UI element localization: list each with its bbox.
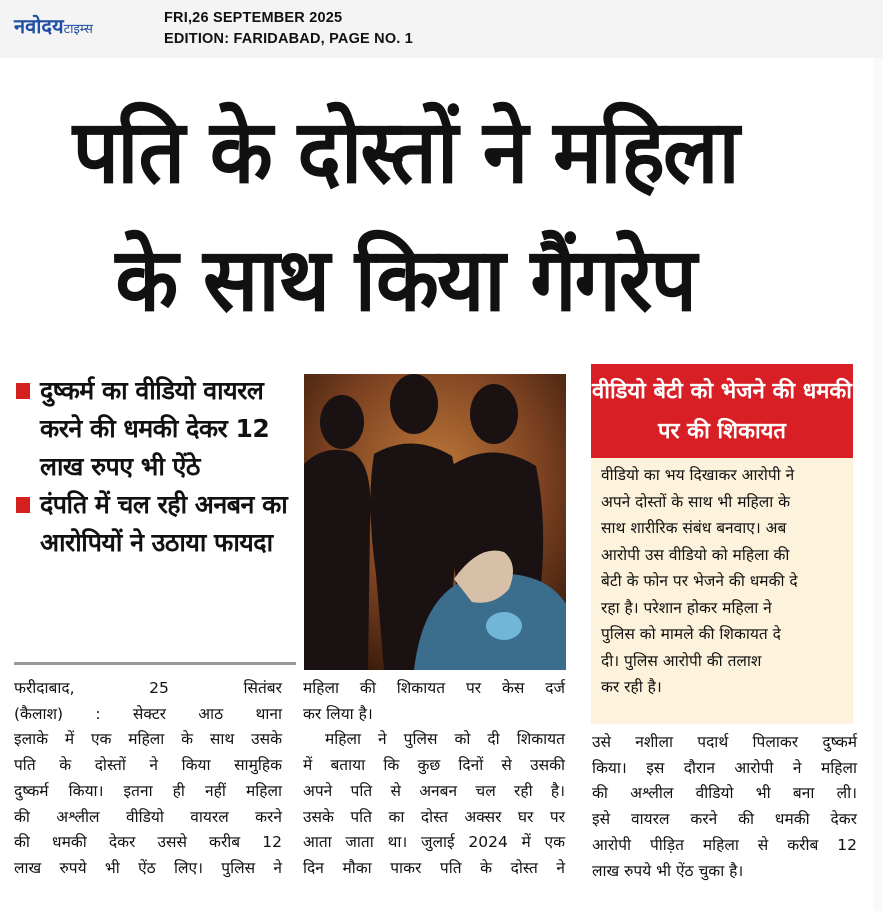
logo-main-text: नवोदय — [14, 14, 64, 38]
edition-page: EDITION: FARIDABAD, PAGE NO. 1 — [164, 31, 414, 47]
column-line: फरीदाबाद, 25 सितंबर — [14, 679, 282, 697]
headline-line-2: के साथ किया गैंगरेप — [115, 228, 696, 331]
callout-line: कर रही है। — [601, 678, 662, 696]
column-line: लाख रुपये भी ऐंठ चुका है। — [592, 861, 744, 880]
column-line: इलाके में एक महिला के साथ उसके — [14, 730, 282, 749]
subhead-2 — [14, 486, 296, 562]
column-line: महिला की शिकायत पर केस दर्ज — [303, 679, 565, 697]
article-column-3 — [592, 730, 857, 884]
column-line: आरोपी पीड़ित महिला से करीब 12 — [592, 835, 857, 854]
column-line: की अश्लील वीडियो भी बना ली। — [592, 784, 857, 803]
subhead-2-text: दंपति में चल रही अनबन का आरोपियों ने उठाया फायदा — [40, 490, 288, 557]
subhead-1-text: दुष्कर्म का वीडियो वायरल करने की धमकी देकर 12 लाख रुपए भी ऐंठे — [40, 376, 270, 481]
callout-line: वीडियो का भय दिखाकर आरोपी ने — [601, 466, 795, 484]
column-line: अपने पति से अनबन चल रही है। — [303, 781, 565, 800]
subheads — [14, 372, 296, 562]
callout-line: आरोपी उस वीडियो को महिला की — [601, 545, 790, 564]
article-photo — [304, 374, 566, 670]
column-line: महिला ने पुलिस को दी शिकायत — [325, 730, 565, 749]
subhead-1 — [14, 372, 296, 486]
column-line: की अश्लील वीडियो वायरल करने — [14, 807, 282, 826]
headline — [10, 88, 801, 344]
column-line: कर लिया है। — [303, 704, 373, 723]
callout-line: रहा है। परेशान होकर महिला ने — [601, 598, 772, 617]
masthead-bar — [0, 0, 883, 58]
column-line: लाख रुपये भी ऐंठ लिए। पुलिस ने — [14, 858, 282, 877]
publication-date: FRI,26 SEPTEMBER 2025 — [164, 10, 343, 26]
edition-info — [164, 8, 413, 50]
column-line: दुष्कर्म किया। इतना ही नहीं महिला — [14, 781, 282, 800]
column-line: आता जाता था। जुलाई 2024 में एक — [303, 833, 565, 852]
silhouette-illustration — [304, 374, 566, 670]
callout-line: अपने दोस्तों के साथ भी महिला के — [601, 492, 791, 511]
column-line: पति के दोस्तों ने किया सामुहिक — [14, 756, 282, 775]
callout-line: बेटी के फोन पर भेजने की धमकी दे — [601, 572, 798, 590]
newspaper-logo — [14, 12, 93, 39]
red-square-bullet-icon — [16, 383, 30, 399]
column-line: दिन मौका पाकर पति के दोस्त ने — [303, 858, 565, 877]
adjacent-article-edge — [873, 58, 883, 911]
red-square-bullet-icon — [16, 497, 30, 513]
headline-line-1: पति के दोस्तों ने महिला — [72, 100, 738, 203]
column-line: किया। इस दौरान आरोपी ने महिला — [592, 758, 857, 777]
article-column-1 — [14, 676, 282, 882]
callout-line: पुलिस को मामले की शिकायत दे — [601, 625, 781, 643]
article-column-2 — [303, 676, 565, 882]
column-line: इसे वायरल करने की धमकी देकर — [592, 810, 857, 829]
subhead-divider — [14, 662, 296, 665]
callout-title: वीडियो बेटी को भेजने की धमकी पर की शिकायत — [591, 364, 853, 458]
logo-sub-text: टाइम्स — [63, 22, 93, 37]
callout-box — [591, 458, 853, 724]
column-line: की धमकी देकर उससे करीब 12 — [14, 833, 282, 852]
column-line: (कैलाश) : सेक्टर आठ थाना — [14, 704, 282, 723]
callout-line: दी। पुलिस आरोपी की तलाश — [601, 651, 762, 670]
callout-line: साथ शारीरिक संबंध बनवाए। अब — [601, 519, 787, 537]
column-line: उसके पति का दोस्त अक्सर घर पर — [303, 807, 565, 826]
column-line: में बताया कि कुछ दिनों से उसकी — [303, 756, 565, 775]
column-line: उसे नशीला पदार्थ पिलाकर दुष्कर्म — [592, 733, 857, 751]
